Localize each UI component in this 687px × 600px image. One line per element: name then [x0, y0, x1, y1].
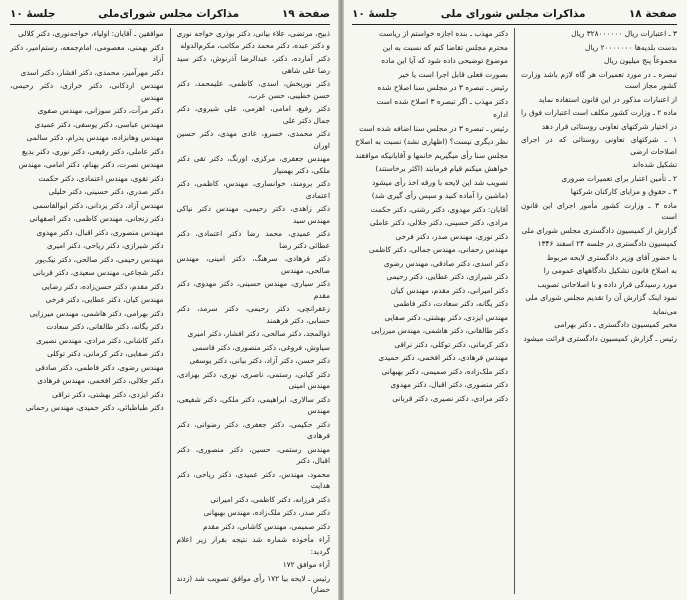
text-paragraph: مهندس رحیمی، دکتر صالحی، دکتر نیک‌پور — [35, 254, 164, 264]
text-paragraph: دکتر کرمانی، دکتر توکلی، دکتر نراقی — [394, 339, 508, 349]
text-paragraph: نظر دیگری نیست؟ (اظهاری نشد) نسبت به اصلاح — [355, 137, 508, 146]
text-paragraph: مجلس سنا رأی میگیریم خانمها و آقایانیکه موافقند — [355, 150, 508, 160]
text-paragraph: محمود، مهندس، دکتر عمیدی، دکتر ریاحی، دکتر هدایت — [176, 469, 330, 490]
text-paragraph: دکتر حکیمی، دکتر جعفری، دکتر رضوانی، دکتر فرهادی — [176, 419, 330, 440]
text-paragraph: رئیس ـ لایحه بیا ۱۷۲ رأی موافق تصویب شد (زدند حضار) — [176, 573, 330, 594]
left-page-left-column — [10, 28, 164, 594]
text-paragraph: مهندس کیان، دکتر عطایی، دکتر فرخی — [45, 295, 164, 304]
text-paragraph: محترم مجلس تقاضا کنم که نسبت به این — [382, 42, 508, 52]
text-paragraph: دکتر صفایی، دکتر کرمانی، دکتر توکلی — [47, 349, 164, 358]
text-paragraph: بصورت فعلی قابل اجرا است یا خیر — [398, 69, 508, 79]
text-paragraph: تبصره ـ در مورد تعمیرات هر گاه لازم باشد وزارت کشور مجاز است — [521, 69, 677, 90]
text-paragraph: دکتر نوربخش، اسدی، کاظمی، علیمحمد، دکتر حسن خطیبی، حسن عرب، — [176, 79, 330, 100]
text-paragraph: دکتر شیرازی، دکتر ریاحی، دکتر امیری — [47, 241, 164, 250]
text-paragraph: می‌نماید — [652, 306, 677, 316]
left-page-number: صفحة ١٩ — [281, 8, 330, 20]
text-paragraph: دکتر یگانه، دکتر سعادت، دکتر فاطمی — [393, 299, 508, 308]
right-page-left-column — [352, 28, 508, 594]
text-paragraph: مجموعاً پنج میلیون ریال — [604, 56, 677, 65]
text-paragraph: دکتر منصوری، دکتر اقبال، دکتر مهدوی — [390, 380, 508, 389]
text-paragraph: دکتر مهرآمیز، محمدی، دکتر افشار، دکتر اسدی — [20, 67, 164, 77]
text-paragraph: بدست بلدیه‌ها ۲۰۰۰۰۰۰۰ ریال — [584, 42, 677, 52]
text-paragraph: دکتر بهرامی، دکتر هاشمی، مهندس میرزایی — [29, 308, 164, 318]
text-paragraph: آقایان: دکتر مهدوی، دکتر رشتی، دکتر حکمت — [370, 204, 508, 214]
text-paragraph: دکتر ملک‌زاده، دکتر صمیمی، دکتر بهبهانی — [381, 366, 508, 376]
text-paragraph: دکتر حسن، دکتر آزاد، دکتر بیانی، دکتر یوسفی — [189, 356, 330, 365]
text-paragraph: مهندس ایزدی، دکتر بهشتی، دکتر صفایی — [384, 312, 508, 322]
right-page — [344, 0, 687, 600]
column-divider — [170, 28, 171, 594]
text-paragraph: مهندس عباسی، دکتر یوسفی، دکتر عمیدی — [34, 119, 164, 129]
text-paragraph: دکتر سیاری، مهندس حسینی، دکتر مهدوی، دکتر مقدم — [176, 279, 330, 300]
text-paragraph: نمود اینک گزارش آن را تقدیم مجلس شورای ملی — [525, 293, 677, 302]
text-paragraph: مهندس منصوری، دکتر اقبال، دکتر مهدوی — [36, 227, 164, 237]
left-session-label: جلسهٔ ۱۰ — [10, 8, 56, 20]
text-paragraph: به اصلاح قانون تشکیل دادگاههای عمومی را — [543, 266, 677, 275]
text-paragraph: تصویب شد این لایحه با ورقه اخذ رأی میشود — [372, 177, 508, 187]
text-paragraph: دکتر ایزدی، دکتر بهشتی، دکتر نراقی — [52, 389, 164, 399]
text-paragraph: دکتر فرهادی، سرهنگ، دکتر امینی، مهندس صالحی، مهندس — [176, 254, 330, 275]
text-paragraph: سیاوش، فروغی، دکتر منصوری، دکتر قاسمی — [192, 342, 330, 352]
text-paragraph: دکتر صدر، دکتر ملک‌زاده، مهندس بهبهانی — [203, 508, 330, 517]
text-paragraph: دکتر طباطبائی، دکتر حمیدی، مهندس رحمانی — [25, 403, 164, 412]
left-page-columns — [10, 28, 330, 594]
text-paragraph: دکتر یگانه، دکتر طالقانی، دکتر سعادت — [46, 322, 164, 331]
left-page — [0, 0, 338, 600]
text-paragraph: دکتر نوری، مهندس صدر، دکتر فرخی — [395, 231, 508, 241]
text-paragraph: مورد رسیدگی قرار داده و با اصلاحاتی تصویب — [537, 279, 677, 289]
text-paragraph: دکتر اسدی، دکتر صادقی، مهندس رضوی — [383, 258, 508, 268]
text-paragraph: دکتر تقوی، مهندس اعتمادی، دکتر حکمت — [38, 173, 164, 183]
text-paragraph: دکتر زنجانی، مهندس کاظمی، دکتر اصفهانی — [29, 214, 164, 223]
text-paragraph: دکتر کاشانی، دکتر مرادی، مهندس نصیری — [36, 335, 164, 345]
column-divider — [514, 28, 515, 594]
text-paragraph: مرادی، دکتر حسینی، دکتر جلالی، دکتر عاملی — [369, 218, 508, 227]
text-paragraph: با حضور آقای وزیر دادگستری لایحه مربوط — [546, 252, 677, 262]
text-paragraph: گزارش از کمیسیون دادگستری مجلس شورای ملی — [521, 225, 677, 235]
right-page-header — [352, 6, 677, 25]
text-paragraph: مهندس فرهادی، دکتر افخمی، دکتر حمیدی — [378, 353, 508, 362]
text-paragraph: مهندس وهابزاده، مهندس پدرام، دکتر سالمی — [26, 133, 164, 142]
right-page-number: صفحة ١٨ — [628, 8, 677, 20]
text-paragraph: دکتر صمیمی، مهندس کاشانی، دکتر مقدم — [202, 521, 330, 531]
text-paragraph: (ماشین را آماده کنید و سپس رأی گیری شد) — [371, 191, 508, 200]
text-paragraph: اداره — [493, 110, 508, 119]
text-paragraph: مهندس نصرت، دکتر بهنام، دکتر امامی، مهندس — [18, 160, 164, 169]
text-paragraph: دکتر برومند، خوانساری، مهندس، کاظمی، دکتر اعتمادی — [176, 179, 330, 200]
text-paragraph: از اعتبارات مذکور در این قانون استفاده نماید — [538, 94, 677, 104]
text-paragraph: دکتر مرادی، دکتر نصیری، دکتر قربانی — [392, 393, 508, 403]
text-paragraph: رئیس ـ تبصره ۳ در مجلس سنا اصلاح شده — [377, 83, 508, 92]
text-paragraph: موضوع توضیحی داده شود که آیا این ماده — [381, 56, 508, 65]
text-paragraph: خواهش میکنم قیام فرمایند (اکثر برخاستند) — [375, 164, 508, 173]
text-paragraph: آراء موافق ۱۷۲ — [282, 560, 330, 569]
text-paragraph: دکتر رفیع، امامی، اهرمی، علی شیروی، دکتر جمال دکتر علی — [176, 104, 330, 125]
left-page-header — [10, 6, 330, 25]
text-paragraph: در اختیار شرکتهای تعاونی روستائی قرار دهد — [541, 121, 677, 131]
text-paragraph: رئیس ـ تبصره ۳ در مجلس سنا اضافه شده است — [359, 123, 508, 133]
text-paragraph: دکتر امیرانی، دکتر مقدم، مهندس کیان — [390, 285, 508, 295]
text-paragraph: ۲ ـ تأمین اعتبار برای تعمیرات ضروری — [561, 173, 677, 183]
text-paragraph: دکتر صدری، دکتر حسینی، دکتر خلیلی — [48, 187, 164, 196]
text-paragraph: مخبر کمیسیون دادگستری ـ دکتر بهرامی — [554, 320, 677, 329]
text-paragraph: مهندس اردکانی، دکتر خرازی، دکتر رحیمی، مهندس — [10, 81, 164, 102]
text-paragraph: دکتر کیانی، رستمی، ناصری، نوری، دکتر بهزادی، مهندس امینی — [176, 369, 330, 390]
text-paragraph: مهندس رحمانی، مهندس جمالی، دکتر کاظمی — [368, 245, 508, 254]
text-paragraph: کمیسیون دادگستری در جلسه ۲۴ اسفند ۱۳۴۶ — [537, 239, 677, 248]
text-paragraph: دکتر مقدم، دکتر حسن‌زاده، دکتر رضایی — [41, 281, 164, 291]
right-page-columns — [352, 28, 677, 594]
text-paragraph: دکتر مهذب ـ اگر تبصره ۳ اصلاح شده است — [376, 96, 508, 106]
text-paragraph: موافقین ـ آقایان: اولیاء، خواجه‌نوری، دکتر کلالی — [17, 29, 164, 38]
text-paragraph: دکتر مهذب ـ بنده اجازه خواستم از ریاست — [378, 29, 508, 38]
text-paragraph: ۱ ـ شرکتهای تعاونی روستائی که در اجرای اصلاحات ارضی — [521, 135, 677, 156]
left-running-title: مذاکرات مجلس شورای‌ملی — [98, 8, 240, 20]
text-paragraph: ذبیح، مرتضی، علاء بیانی، دکتر بوذری خواجه نوری و دکتر عبده، دکتر محمد دکتر مکاتب، مکرم‌الدوله — [176, 29, 330, 50]
right-session-label: جلسهٔ ۱۰ — [352, 8, 398, 20]
left-page-right-column — [177, 28, 331, 594]
text-paragraph: دکتر عاملی، دکتر رفیعی، دکتر نوری، دکتر بدیع — [21, 146, 164, 156]
right-page-right-column — [521, 28, 677, 594]
text-paragraph: دکتر شجاعی، مهندس سعیدی، دکتر قربانی — [32, 268, 164, 277]
text-paragraph: زعفرانچی، دکتر رحیمی، دکتر سرمد، دکتر حسابی، دکتر فرهمند — [176, 304, 330, 325]
text-paragraph: مهندس رستمی، حسین، دکتر منصوری، دکتر اقبال، دکتر — [176, 444, 330, 465]
text-paragraph: ماده ۳ ـ وزارت کشور مأمور اجرای این قانون است — [521, 200, 677, 221]
text-paragraph: مهندس جعفری، مرکزی، اورنگ، دکتر تقی دکتر ملکی، دکتر بهمنیار — [176, 154, 330, 175]
text-paragraph: ۳ ـ اعتبارات ریال ۳۲۸۰۰۰۰۰۰ ریال — [571, 29, 677, 38]
text-paragraph: دکتر آمارده، دکتر، عبدالرضا آذرنوش، دکتر سید رضا علی شاهی — [176, 54, 330, 75]
text-paragraph: دکتر مرآت، دکتر سوزانی، مهندس صفوی — [37, 106, 164, 115]
text-paragraph: دکتر فرزانه، دکتر کاظمی، دکتر امیرانی — [210, 494, 330, 504]
text-paragraph: دکتر طالقانی، دکتر هاشمی، مهندس میرزایی — [371, 326, 508, 335]
right-running-title: مذاکرات مجلس شورای ملی — [440, 8, 586, 20]
text-paragraph: دکتر محمدی، خسرو، عادی مهدی، دکتر حسین اوران — [176, 129, 330, 150]
text-paragraph: دکتر عمیدی، محمد رضا دکتر اعتمادی، دکتر عطائی دکتر رضا — [176, 229, 330, 250]
text-paragraph: دکتر شیرازی، دکتر عطایی، دکتر رحیمی — [386, 272, 508, 281]
text-paragraph: دکتر بهمنی، معصومی، امام‌جمعه، رستم‌امیر، دکتر آزاد — [10, 42, 164, 63]
text-paragraph: مهندس آزاد، دکتر یزدانی، دکتر ابوالقاسمی — [32, 200, 164, 210]
text-paragraph: ماده ۲ ـ وزارت کشور مکلف است اعتبارات فوق را — [521, 108, 677, 117]
text-paragraph: ۳ ـ حقوق و مزایای کارکنان شرکتها — [570, 187, 677, 196]
text-paragraph: رئیس ـ گزارش کمیسیون دادگستری قرائت میشود — [523, 333, 677, 343]
text-paragraph: دکتر سالاری، ابراهیمی، دکتر ملکی، دکتر شفیعی، مهندس — [176, 394, 330, 415]
text-paragraph: دکتر زاهدی، دکتر رحیمی، مهندس دکتر نیاکی مهندس سید — [176, 204, 330, 225]
text-paragraph: دکتر جلالی، دکتر افخمی، مهندس فرهادی — [37, 376, 164, 385]
text-paragraph: آراء مأخوذه شماره شد نتیجه بقرار زیر اعلام گردید: — [176, 535, 330, 556]
text-paragraph: ذوالمجد، دکتر صالحی، دکتر افشار، دکتر امیری — [187, 329, 330, 338]
text-paragraph: تشکیل شده‌اند — [632, 160, 677, 169]
text-paragraph: مهندس رضوی، دکتر فاطمی، دکتر صادقی — [35, 362, 164, 372]
